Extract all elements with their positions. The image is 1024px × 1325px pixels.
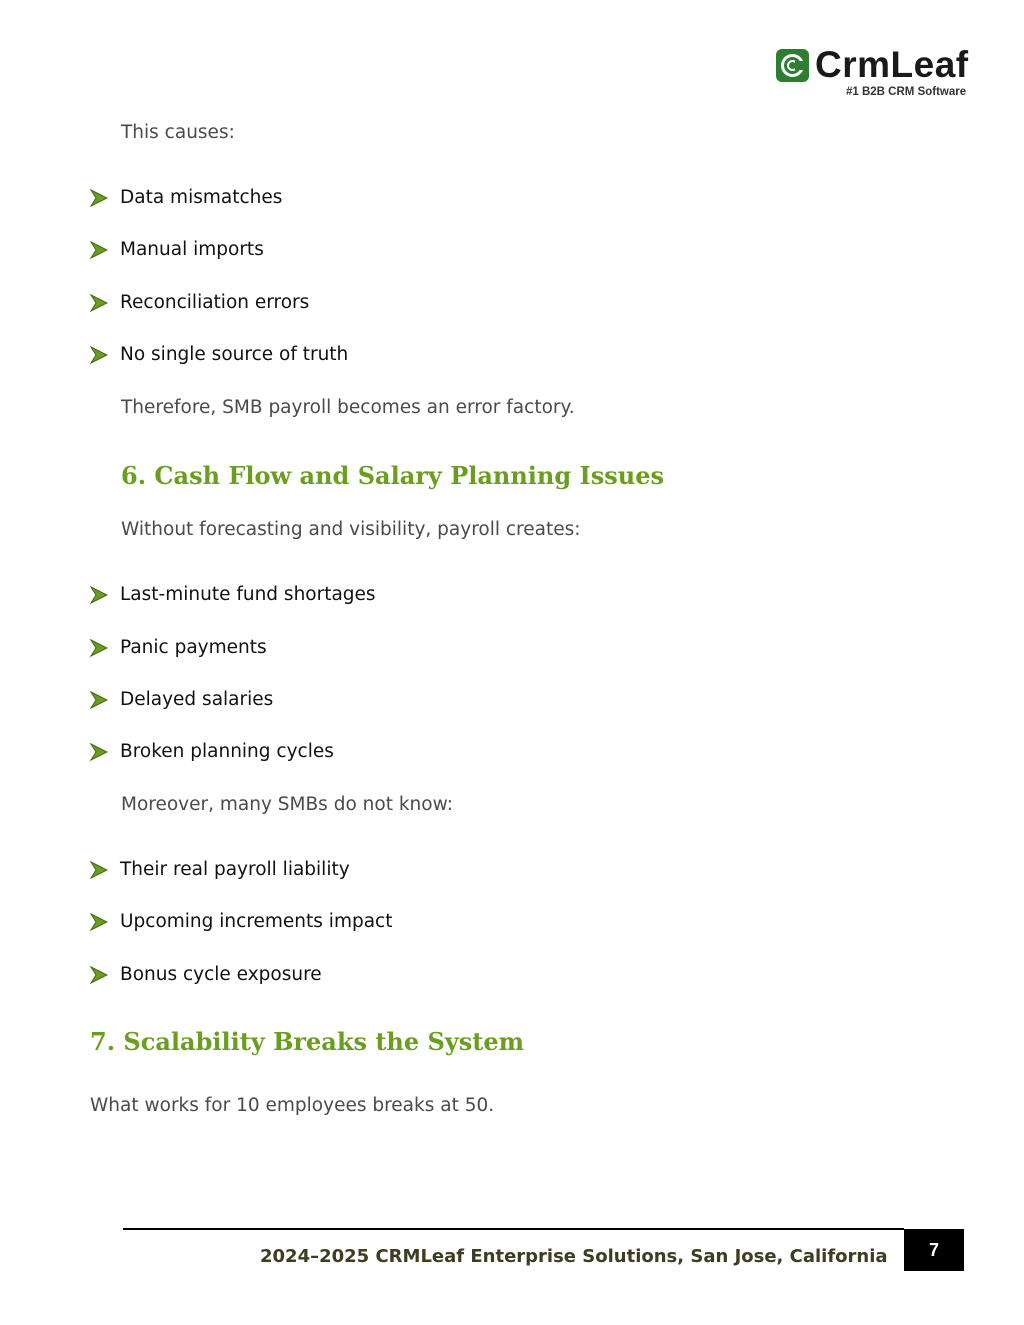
section-heading: 6. Cash Flow and Salary Planning Issues: [121, 461, 664, 490]
list-item-text: Data mismatches: [120, 187, 283, 208]
arrowhead-bullet-icon: [90, 861, 108, 879]
list-item-text: Manual imports: [120, 239, 264, 260]
arrowhead-bullet-icon: [90, 294, 108, 312]
conclusion-text: Therefore, SMB payroll becomes an error factory.: [121, 397, 575, 418]
arrowhead-bullet-icon: [90, 241, 108, 259]
list-item-text: Upcoming increments impact: [120, 911, 393, 932]
list-item-text: Delayed salaries: [120, 689, 274, 710]
arrowhead-bullet-icon: [90, 586, 108, 604]
list-item-text: Bonus cycle exposure: [120, 964, 322, 985]
list-item-text: Reconciliation errors: [120, 292, 310, 313]
section-heading: 7. Scalability Breaks the System: [90, 1027, 525, 1056]
moreover-text: Moreover, many SMBs do not know:: [121, 794, 453, 815]
logo-tagline: #1 B2B CRM Software: [846, 86, 967, 98]
page-number: 7: [928, 1240, 939, 1260]
list-item-text: No single source of truth: [120, 344, 349, 365]
arrowhead-bullet-icon: [90, 966, 108, 984]
logo-wordmark: CrmLeaf: [815, 44, 969, 85]
list-item-text: Broken planning cycles: [120, 741, 334, 762]
arrowhead-bullet-icon: [90, 639, 108, 657]
crmleaf-logo-icon: [776, 49, 809, 82]
arrowhead-bullet-icon: [90, 913, 108, 931]
footer-text: 2024–2025 CRMLeaf Enterprise Solutions, San Jose, California: [260, 1246, 888, 1267]
page-number-box: [904, 1229, 964, 1271]
list-item-text: Panic payments: [120, 637, 267, 658]
arrowhead-bullet-icon: [90, 691, 108, 709]
list-item-text: Their real payroll liability: [120, 859, 350, 880]
arrowhead-bullet-icon: [90, 743, 108, 761]
crmleaf-logo: [776, 46, 986, 104]
arrowhead-bullet-icon: [90, 189, 108, 207]
footer-divider: [123, 1228, 904, 1230]
intro-text: This causes:: [121, 122, 235, 143]
arrowhead-bullet-icon: [90, 346, 108, 364]
list-item-text: Last-minute fund shortages: [120, 584, 376, 605]
section-intro-text: Without forecasting and visibility, payroll creates:: [121, 519, 581, 540]
section-intro-text: What works for 10 employees breaks at 50.: [90, 1095, 495, 1116]
